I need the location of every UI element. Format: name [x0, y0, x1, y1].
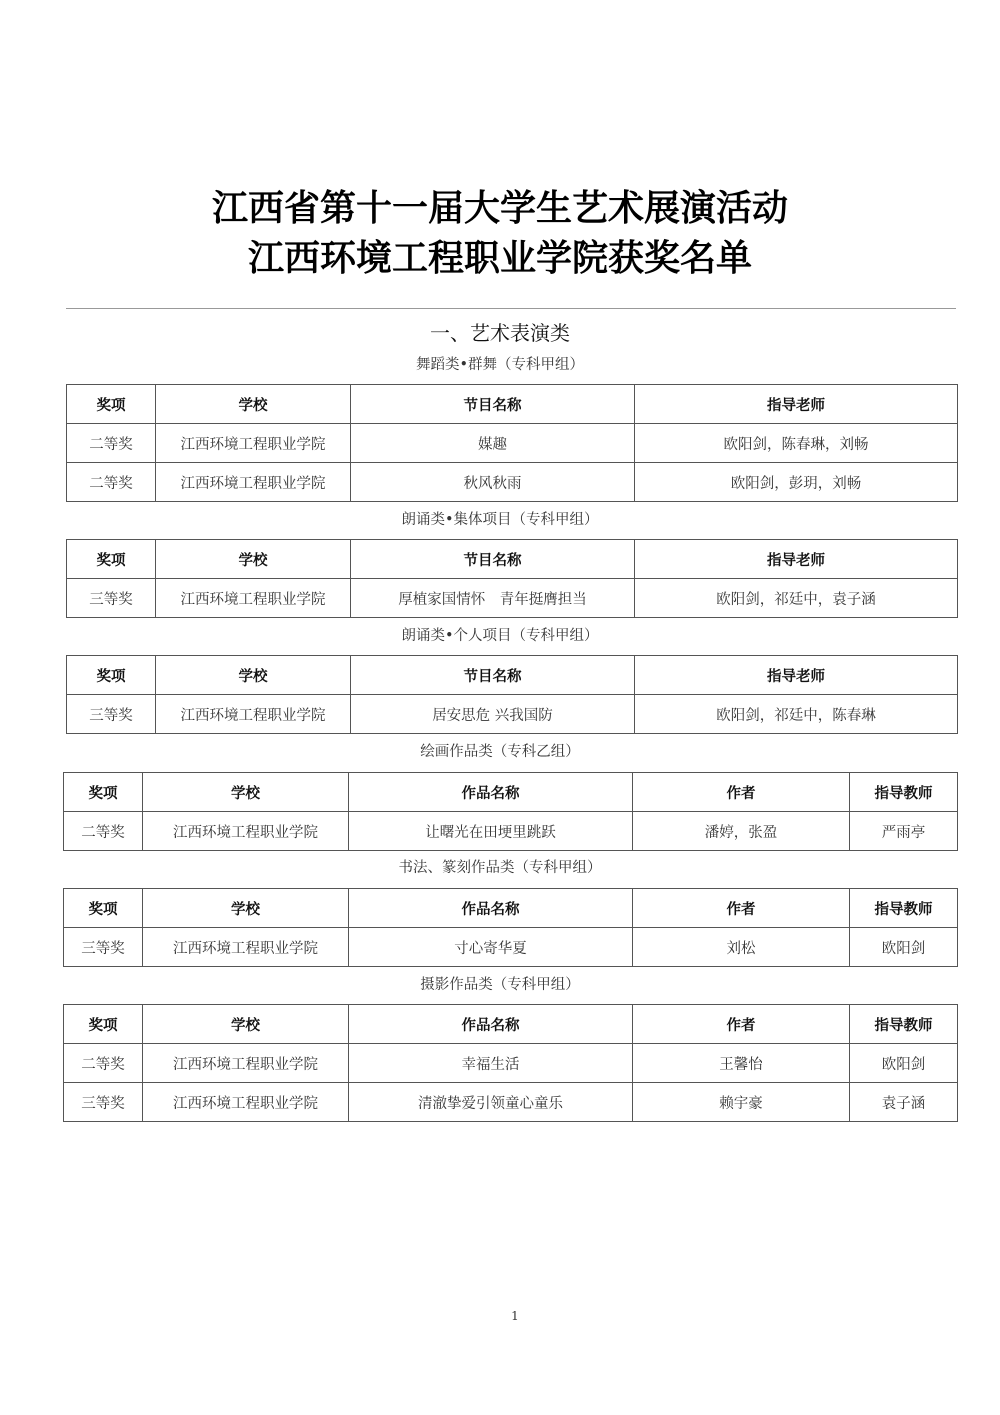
- header-instructor: 指导教师: [850, 889, 958, 928]
- cell-instructor: 严雨亭: [850, 812, 958, 851]
- cell-school: 江西环境工程职业学院: [156, 695, 351, 734]
- cell-award: 二等奖: [64, 812, 143, 851]
- table-header-row: [64, 773, 958, 812]
- header-teachers: 指导老师: [635, 656, 958, 695]
- cell-school: 江西环境工程职业学院: [143, 1083, 349, 1122]
- cell-award: 二等奖: [64, 1044, 143, 1083]
- table-row: [67, 579, 958, 618]
- cell-author: 刘松: [633, 928, 850, 967]
- cell-teachers: 欧阳剑，祁廷中，陈春琳: [635, 695, 958, 734]
- header-school: 学校: [143, 889, 349, 928]
- table-painting: [63, 772, 958, 851]
- table-recitation-group: [66, 539, 958, 618]
- header-work: 作品名称: [349, 1005, 633, 1044]
- cell-program: 厚植家国情怀 青年挺膺担当: [351, 579, 635, 618]
- cell-work: 清澈挚爱引领童心童乐: [349, 1083, 633, 1122]
- cell-program: 居安思危 兴我国防: [351, 695, 635, 734]
- header-author: 作者: [633, 889, 850, 928]
- header-instructor: 指导教师: [850, 1005, 958, 1044]
- cell-instructor: 欧阳剑: [850, 1044, 958, 1083]
- table-header-row: [67, 385, 958, 424]
- cell-teachers: 欧阳剑，彭玥，刘畅: [635, 463, 958, 502]
- cell-instructor: 袁子涵: [850, 1083, 958, 1122]
- table-recitation-individual: [66, 655, 958, 734]
- table-row: [67, 463, 958, 502]
- cell-work: 幸福生活: [349, 1044, 633, 1083]
- cell-school: 江西环境工程职业学院: [156, 579, 351, 618]
- document-title-line1: 江西省第十一届大学生艺术展演活动: [211, 188, 788, 229]
- table-header-row: [64, 889, 958, 928]
- cell-award: 三等奖: [67, 695, 156, 734]
- header-award: 奖项: [67, 385, 156, 424]
- table-row: [64, 928, 958, 967]
- cell-award: 二等奖: [67, 424, 156, 463]
- header-school: 学校: [156, 656, 351, 695]
- header-program: 节目名称: [351, 656, 635, 695]
- document-title-line2: 江西环境工程职业学院获奖名单: [247, 238, 752, 279]
- table-caption-recitation-group: 朗诵类•集体项目（专科甲组）: [401, 512, 599, 528]
- header-award: 奖项: [67, 540, 156, 579]
- cell-award: 二等奖: [67, 463, 156, 502]
- table-row: [64, 1044, 958, 1083]
- header-school: 学校: [143, 1005, 349, 1044]
- section-heading: 一、艺术表演类: [430, 321, 570, 345]
- table-caption-dance: 舞蹈类•群舞（专科甲组）: [415, 357, 585, 373]
- cell-school: 江西环境工程职业学院: [156, 424, 351, 463]
- cell-author: 潘婷，张盈: [633, 812, 850, 851]
- table-header-row: [64, 1005, 958, 1044]
- table-row: [64, 1083, 958, 1122]
- title-divider: [66, 308, 956, 309]
- header-award: 奖项: [67, 656, 156, 695]
- header-award: 奖项: [64, 1005, 143, 1044]
- cell-instructor: 欧阳剑: [850, 928, 958, 967]
- cell-school: 江西环境工程职业学院: [143, 928, 349, 967]
- header-school: 学校: [143, 773, 349, 812]
- header-program: 节目名称: [351, 540, 635, 579]
- header-author: 作者: [633, 1005, 850, 1044]
- table-caption-photography: 摄影作品类（专科甲组）: [420, 977, 580, 993]
- table-caption-calligraphy: 书法、篆刻作品类（专科甲组）: [398, 860, 602, 876]
- page-number: 1: [511, 1309, 519, 1323]
- cell-school: 江西环境工程职业学院: [143, 1044, 349, 1083]
- table-row: [64, 812, 958, 851]
- cell-school: 江西环境工程职业学院: [156, 463, 351, 502]
- table-row: [67, 424, 958, 463]
- table-calligraphy: [63, 888, 958, 967]
- table-header-row: [67, 656, 958, 695]
- header-instructor: 指导教师: [850, 773, 958, 812]
- table-photography: [63, 1004, 958, 1122]
- table-dance: [66, 384, 958, 502]
- header-award: 奖项: [64, 889, 143, 928]
- cell-program: 秋风秋雨: [351, 463, 635, 502]
- cell-award: 三等奖: [64, 928, 143, 967]
- header-program: 节目名称: [351, 385, 635, 424]
- table-row: [67, 695, 958, 734]
- header-teachers: 指导老师: [635, 385, 958, 424]
- cell-author: 赖宇豪: [633, 1083, 850, 1122]
- header-award: 奖项: [64, 773, 143, 812]
- cell-school: 江西环境工程职业学院: [143, 812, 349, 851]
- cell-award: 三等奖: [67, 579, 156, 618]
- header-teachers: 指导老师: [635, 540, 958, 579]
- header-author: 作者: [633, 773, 850, 812]
- cell-teachers: 欧阳剑，陈春琳，刘畅: [635, 424, 958, 463]
- cell-program: 媒趣: [351, 424, 635, 463]
- cell-author: 王馨怡: [633, 1044, 850, 1083]
- header-school: 学校: [156, 385, 351, 424]
- table-header-row: [67, 540, 958, 579]
- table-caption-recitation-individual: 朗诵类•个人项目（专科甲组）: [401, 628, 599, 644]
- cell-work: 寸心寄华夏: [349, 928, 633, 967]
- header-work: 作品名称: [349, 889, 633, 928]
- header-work: 作品名称: [349, 773, 633, 812]
- header-school: 学校: [156, 540, 351, 579]
- cell-award: 三等奖: [64, 1083, 143, 1122]
- cell-teachers: 欧阳剑，祁廷中，袁子涵: [635, 579, 958, 618]
- table-caption-painting: 绘画作品类（专科乙组）: [420, 744, 580, 760]
- cell-work: 让曙光在田埂里跳跃: [349, 812, 633, 851]
